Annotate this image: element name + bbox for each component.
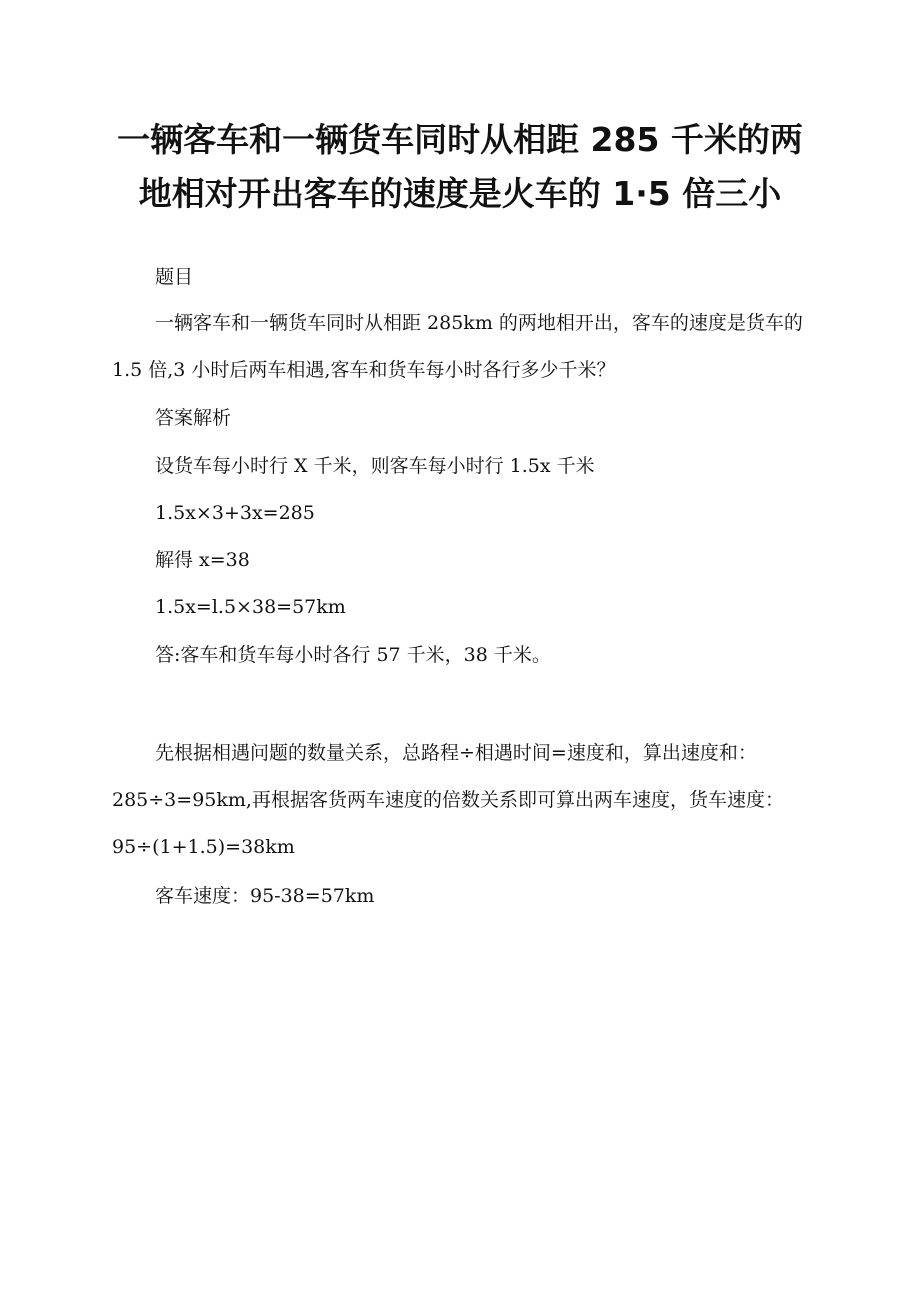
answer-heading: 答案解析 [155,407,232,429]
solution-answer: 答:客车和货车每小时各行 57 千米，38 千米。 [155,644,551,666]
analysis-text: 先根据相遇问题的数量关系，总路程÷相遇时间=速度和，算出速度和：285÷3=95km,再根据客货两车速度的倍数关系即可算出两车速度，货车速度：95÷(1+1.5)=38km [112,742,784,858]
solution-line-result: 解得 x=38 [155,549,250,571]
solution-line-equation: 1.5x×3+3x=285 [155,502,315,524]
solution-line-setup: 设货车每小时行 X 千米，则客车每小时行 1.5x 千米 [155,455,595,477]
question-text: 一辆客车和一辆货车同时从相距 285km 的两地相开出，客车的速度是货车的 1.5 倍,3 小时后两车相遇,客车和货车每小时各行多少千米？ [112,312,803,381]
title-line-2: 地相对开出客车的速度是火车的 1·5 倍三小 [138,174,782,213]
passenger-speed-line: 客车速度：95-38=57km [155,885,375,907]
question-heading: 题目 [155,266,194,288]
title-line-1: 一辆客车和一辆货车同时从相距 285 千米的两 [117,120,803,159]
document-title [110,113,810,221]
solution-line-calculation: 1.5x=l.5×38=57km [155,596,346,618]
